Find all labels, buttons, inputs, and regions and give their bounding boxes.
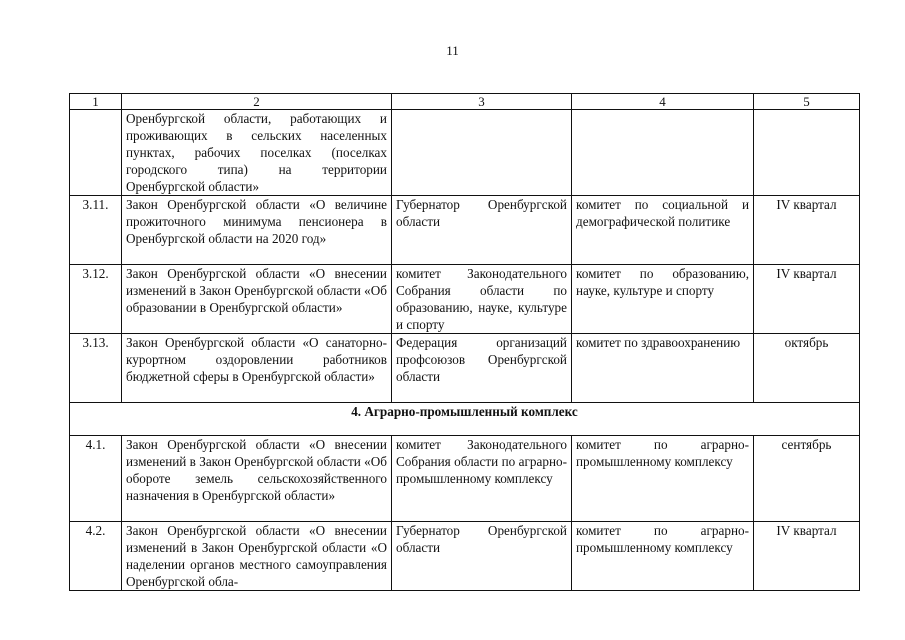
initiator: комитет Законодательного Собрания области по аграрно-промышленному комплексу: [392, 436, 572, 522]
law-title: Закон Оренбургской области «О внесении изменений в Закон Оренбургской области «Об образовании в Оренбургской области»: [122, 265, 392, 334]
row-number: 4.2.: [70, 522, 122, 591]
header-col-1: 1: [70, 94, 122, 110]
committee: комитет по здравоохранению: [572, 334, 754, 403]
initiator: [392, 110, 572, 196]
table-row: [70, 196, 860, 265]
section-header-row: [70, 403, 860, 436]
row-number: 3.12.: [70, 265, 122, 334]
law-title: Закон Оренбургской области «О внесении изменений в Закон Оренбургской области «Об обороте земель сельскохозяйственного назначения в Оренбургской области»: [122, 436, 392, 522]
row-number: 3.13.: [70, 334, 122, 403]
law-title: Оренбургской области, работающих и проживающих в сельских населенных пунктах, рабочих поселках (поселках городского типа) на территории Оренбургской области»: [122, 110, 392, 196]
row-number: 3.11.: [70, 196, 122, 265]
committee: [572, 110, 754, 196]
table-row: [70, 522, 860, 591]
committee: комитет по образованию, науке, культуре и спорту: [572, 265, 754, 334]
row-number: 4.1.: [70, 436, 122, 522]
deadline: сентябрь: [754, 436, 860, 522]
section-title: 4. Аграрно-промышленный комплекс: [70, 403, 860, 436]
page-number: 11: [446, 43, 459, 58]
deadline: IV квартал: [754, 265, 860, 334]
deadline: [754, 110, 860, 196]
plan-table: [69, 93, 860, 591]
initiator: Губернатор Оренбургской области: [392, 522, 572, 591]
committee: комитет по социальной и демографической политике: [572, 196, 754, 265]
law-title: Закон Оренбургской области «О величине прожиточного минимума пенсионера в Оренбургской области на 2020 год»: [122, 196, 392, 265]
table-header-row: [70, 94, 860, 110]
table-row: [70, 110, 860, 196]
initiator: Федерация организаций профсоюзов Оренбургской области: [392, 334, 572, 403]
law-title: Закон Оренбургской области «О внесении изменений в Закон Оренбургской области «О наделении органов местного самоуправления Оренбургской обла-: [122, 522, 392, 591]
committee: комитет по аграрно-промышленному комплексу: [572, 522, 754, 591]
deadline: IV квартал: [754, 196, 860, 265]
row-number: [70, 110, 122, 196]
deadline: IV квартал: [754, 522, 860, 591]
deadline: октябрь: [754, 334, 860, 403]
header-col-3: 3: [392, 94, 572, 110]
law-title: Закон Оренбургской области «О санаторно-курортном оздоровлении работников бюджетной сферы в Оренбургской области»: [122, 334, 392, 403]
header-col-5: 5: [754, 94, 860, 110]
table-row: [70, 334, 860, 403]
table-row: [70, 436, 860, 522]
table-row: [70, 265, 860, 334]
initiator: Губернатор Оренбургской области: [392, 196, 572, 265]
header-col-2: 2: [122, 94, 392, 110]
header-col-4: 4: [572, 94, 754, 110]
committee: комитет по аграрно-промышленному комплексу: [572, 436, 754, 522]
initiator: комитет Законодательного Собрания области по образованию, науке, культуре и спорту: [392, 265, 572, 334]
